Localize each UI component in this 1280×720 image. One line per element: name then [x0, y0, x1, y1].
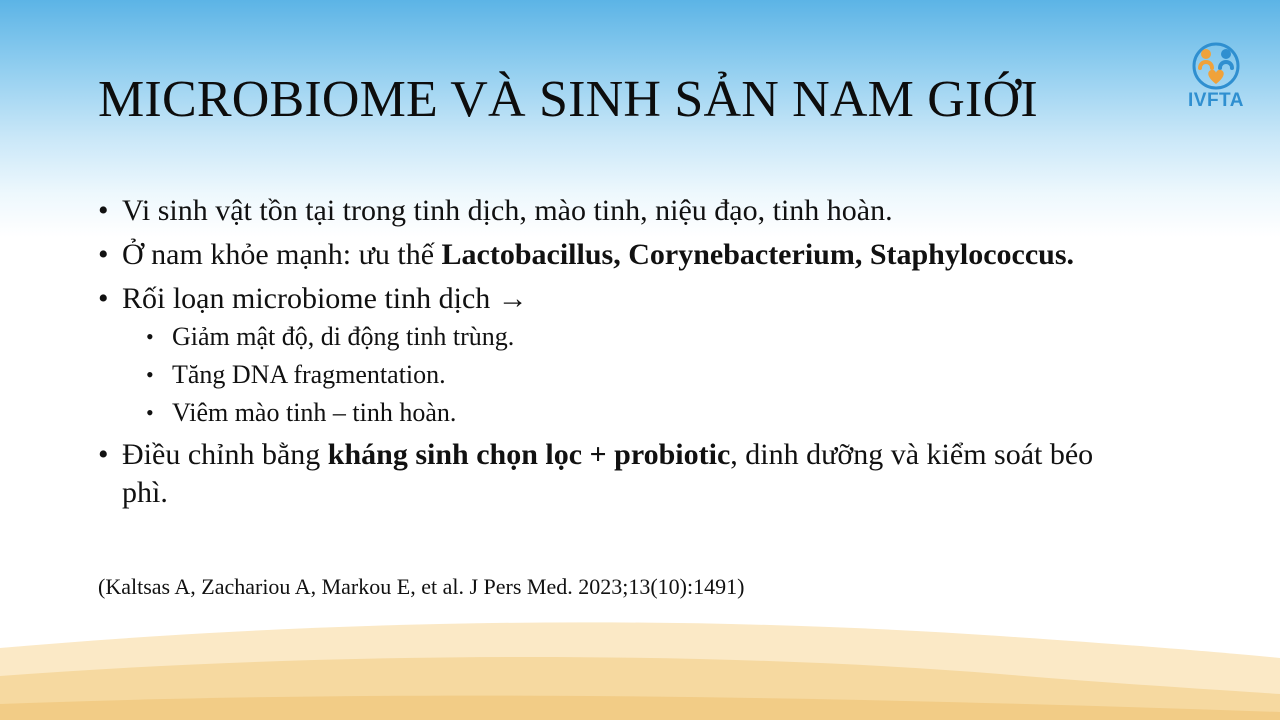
- bullet-text: Điều chỉnh bằng: [122, 438, 328, 471]
- bullet-item: [98, 436, 1138, 512]
- family-heart-logo-icon: [1178, 38, 1254, 94]
- bullet-text: Vi sinh vật tồn tại trong tinh dịch, mào tinh, niệu đạo, tinh hoàn.: [122, 194, 893, 227]
- bullet-bold-text: kháng sinh chọn lọc + probiotic: [327, 438, 731, 471]
- logo-text: IVFTA: [1188, 90, 1244, 111]
- ivfta-logo: [1178, 38, 1254, 120]
- slide-title: MICROBIOME VÀ SINH SẢN NAM GIỚI: [98, 71, 1038, 128]
- bullet-item: [98, 280, 1138, 318]
- sub-bullet-text: Tăng DNA fragmentation.: [172, 360, 446, 389]
- bullet-text-continued: , dinh dưỡng và kiểm soát béo phì.: [122, 438, 1094, 509]
- bullet-icon: •: [98, 238, 109, 271]
- sub-bullet-text: Viêm mào tinh – tinh hoàn.: [172, 398, 457, 427]
- bullet-icon: •: [98, 438, 109, 471]
- bullet-list: [98, 192, 1138, 518]
- bullet-icon: •: [98, 194, 109, 227]
- bullet-bold-text: Lactobacillus, Corynebacterium, Staphylococcus.: [441, 238, 1075, 271]
- bullet-text: Ở nam khỏe mạnh: ưu thế: [122, 238, 442, 271]
- sub-bullet-item: [146, 394, 1138, 432]
- bullet-icon: •: [98, 282, 109, 315]
- bullet-item: [98, 192, 1138, 230]
- bullet-item: [98, 236, 1138, 274]
- reference-citation: (Kaltsas A, Zachariou A, Markou E, et al. J Pers Med. 2023;13(10):1491): [98, 574, 745, 599]
- sub-bullet-text: Giảm mật độ, di động tinh trùng.: [172, 322, 515, 351]
- sub-bullet-list: [98, 318, 1138, 432]
- sub-bullet-icon: •: [146, 400, 154, 425]
- sub-bullet-icon: •: [146, 362, 154, 387]
- sub-bullet-item: [146, 356, 1138, 394]
- bullet-text: Rối loạn microbiome tinh dịch →: [122, 282, 528, 315]
- sub-bullet-item: [146, 318, 1138, 356]
- sub-bullet-icon: •: [146, 324, 154, 349]
